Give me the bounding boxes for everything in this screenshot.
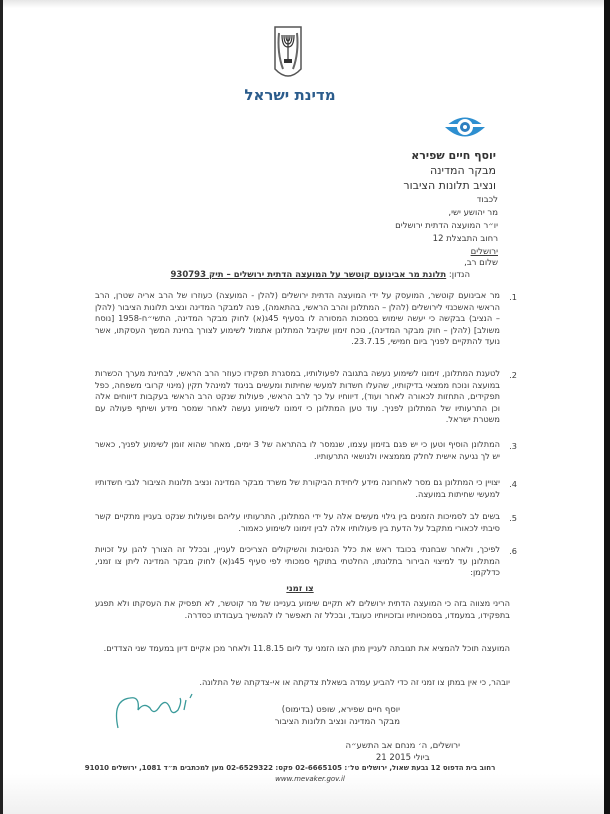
- order-hearing: המועצה תוכל להמציא את תגובתה לעניין מתן הצו הזמני עד ליום 11.8.15 ולאחר מכן אקיים דיון במעמד שני הצדדים.: [103, 643, 510, 653]
- paragraph-number: .2: [509, 370, 517, 380]
- addressee-city: ירושלים: [470, 247, 498, 257]
- subject-label: הנדון:: [448, 270, 470, 280]
- to-label: לכבוד: [476, 195, 498, 205]
- paragraph-1: מר אבינועם קוטשר, המועסק על ידי המועצה הדתית ירושלים (להלן - המועצה) כעוזרו של הרב אריה שטרן, הרב הראשי האשכנזי לירושלים (להלן – המתלונן והרב הראשי, בהתאמה), פנה למבקר המדינה ונציב תלונות הציבור (להלן – הנציב) בבקשה כי יעשה שימוש בסמכות המסורה לו בסעיף 45ג(א) לחוק מבקר המדינה, התשי״ח-1958 [נוסח משולב] (להלן – חוק מבקר המדינה), נוכח זימון שקיבל המתלונן אתמול לשימוע לצורך בחינת המשך העסקתו, אשר נועד להתקיים לפניך ביום חמישי, 23.7.15.: [95, 290, 500, 346]
- addressee-street: רחוב התבצלת 12: [432, 234, 498, 244]
- paragraph-number: .6: [509, 546, 517, 556]
- paragraph-number: .3: [509, 441, 517, 451]
- subject-text: תלונת מר אבינועם קוטשר על המועצה הדתית ירושלים – תיק 930793: [170, 270, 447, 280]
- gregorian-date: 21 ביולי 2015: [375, 753, 430, 763]
- order-body: הריני מצווה בזה כי המועצה הדתית ירושלים לא תקיים שימוע בעניינו של מר קוטשר, לא תפסיק את העסקתו ולא תפגע בתפקידו, במעמדו, בסמכויותיו ובזכויותיו כעובד, ובכלל זה תאפשר לו להמשיך בעבודתו כסדרה.: [95, 598, 510, 620]
- signer-block: [200, 704, 400, 728]
- subject-line: [90, 270, 470, 280]
- signer-title: מבקר המדינה ונציב תלונות הציבור: [274, 717, 400, 727]
- paragraph-4: יצויין כי המתלונן גם מסר לאחרונה מידע ליחידת הביקורת של משרד מבקר המדינה ונציב תלונות הציבור לגבי חשדותיו למעשי שחיתות במועצה.: [95, 477, 500, 499]
- addressee-role: יו״ר המועצה הדתית ירושלים: [395, 221, 498, 231]
- state-emblem-icon: [273, 25, 303, 85]
- paragraph-6: לפיכך, ולאחר שבחנתי בכובד ראש את כלל הנסיבות והשיקולים הצריכים לעניין, ובכלל זה הצורך להגן על זכויות המתלונן עד למיצוי הבירור בתלונתו, החלטתי בתוקף סמכותי לפי סעיף 45ג(א) לחוק מבקר המדינה ליתן צו זמני, כדלקמן:: [95, 544, 500, 577]
- footer-website-link[interactable]: www.mevaker.gov.il: [275, 775, 345, 783]
- scan-edge-left: [0, 0, 3, 814]
- handwritten-signature: [110, 690, 200, 730]
- official-name: יוסף חיים שפירא: [411, 149, 496, 162]
- official-title-1: מבקר המדינה: [429, 164, 496, 177]
- paragraph-number: .4: [509, 479, 517, 489]
- state-of-israel-title: מדינת ישראל: [244, 86, 336, 104]
- paragraph-3: המתלונן הוסיף וטען כי יש פגם בזימון עצמו, שנמסר לו בהתראה של 3 ימים, מאחר שהוא זומן לשימוע לפניך, כאשר יש לך נגיעה אישית לחלק מממצאיו ולנושאי התרעותיו.: [95, 439, 500, 461]
- official-title-2: ונציב תלונות הציבור: [403, 179, 496, 192]
- scan-edge-top: [0, 0, 610, 8]
- footer-address: רחוב בית הדפוס 12 גבעת שאול, ירושלים טל׳: 02-6665105 פקס: 02-6529322 מען למכתבים ת״ד 1081, ירושלים 91010: [84, 764, 496, 772]
- addressee-block: [395, 194, 498, 259]
- letter-date: [346, 740, 460, 764]
- paragraph-number: .5: [509, 513, 517, 523]
- hebrew-date: ירושלים, ה׳ מנחם אב התשע״ה: [345, 741, 460, 751]
- letterhead-official: [403, 148, 496, 193]
- order-clarification: יובהר, כי אין במתן צו זמני זה כדי להביע עמדה בשאלת צדקתה או אי-צדקתה של התלונה.: [199, 677, 510, 687]
- interim-order-title: צו זמני: [286, 584, 314, 594]
- signer-name: יוסף חיים שפירא, שופט (בדימוס): [281, 705, 400, 715]
- greeting: שלום רב,: [464, 258, 498, 268]
- paragraph-number: .1: [509, 292, 517, 302]
- scan-edge-right: [604, 0, 610, 814]
- addressee-name: מר יהושע ישי,: [448, 208, 498, 218]
- paragraph-2: לטענת המתלונן, זימונו לשימוע נעשה בתגובה לפעולותיו, במסגרת תפקידו כעוזר הרב הראשי, לבחינת מערך הכשרות במועצה ונוכח ממצאי בדיקותיו, שהעלו חשדות למעשי שחיתות ומעשים בניגוד למינהל תקין (מינוי קרובי משפחה, כפל תפקידים, התחזות לכאורה לאחר ועוד), דיווחיו על כך לרב הראשי, פעולות שנקט הרב הראשי בעקבות דיווחים אלה וכן התרעותיו של המתלונן לפניך. עוד טען המתלונן כי זימונו לשימוע נעשה לאחר שמסר מידע ושיתף פעולה עם משטרת ישראל.: [95, 368, 500, 424]
- ombudsman-eye-logo-icon: [443, 112, 487, 142]
- paragraph-5: בשים לב לסמיכות הזמנים בין גילוי מעשים אלה על ידי המתלונן, התרעותיו עליהם ופעולות שנקט בעניין מתקיים קשר סיבתי לכאורי מתקבל על הדעת בין פעולותיו אלה לבין זימונו לשימוע כאמור.: [95, 511, 500, 533]
